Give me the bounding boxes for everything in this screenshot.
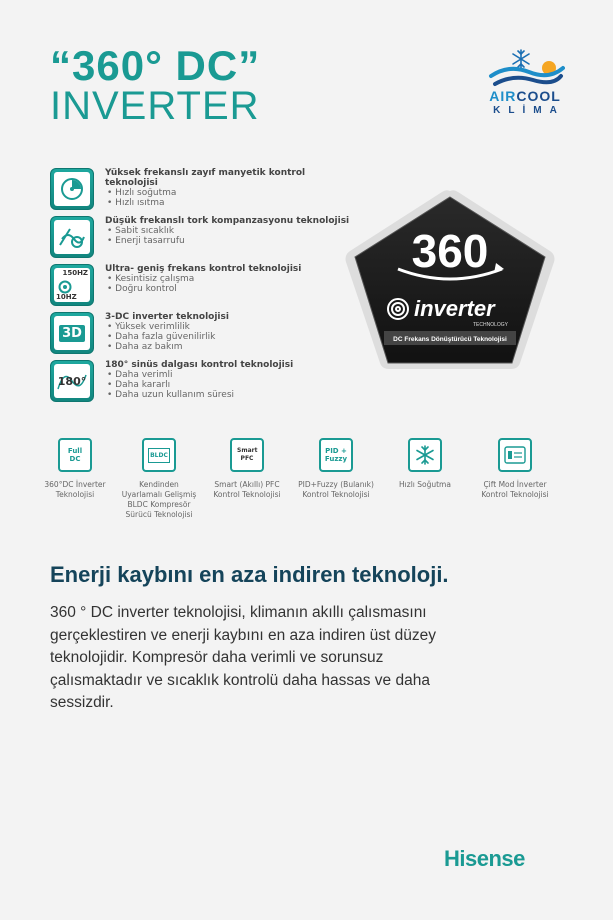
icon-3d-label: 3D (59, 325, 85, 342)
smart-pfc-icon (230, 438, 264, 472)
frequency-range-icon (50, 264, 94, 306)
feature-item (50, 264, 350, 312)
tech-label: Kendinden Uyarlamalı Gelişmiş BLDC Kompresör Sürücü Teknolojisi (121, 480, 197, 519)
tech-label: Hızlı Soğutma (399, 480, 451, 489)
inverter-badge (340, 185, 560, 375)
logo-klima-text: KLİMA (493, 105, 565, 116)
title-line-2: INVERTER (50, 84, 260, 128)
tech-item (475, 438, 555, 500)
feature-bullet: • Doğru kontrol (107, 284, 177, 294)
logo-air-text: AIR (489, 88, 517, 104)
tech-item (35, 438, 115, 500)
icon-top-label: 150HZ (62, 269, 88, 277)
tech-label: Çift Mod İnverter Kontrol Teknolojisi (481, 480, 549, 499)
3d-icon (50, 312, 94, 354)
feature-bullet: • Hızlı ısıtma (107, 198, 165, 208)
tech-label: 360°DC İnverter Teknolojisi (44, 480, 106, 499)
title-line-1: “360° DC” (50, 42, 261, 89)
speed-gauge-icon (50, 168, 94, 210)
badge-tagline: DC Frekans Dönüştürücü Teknolojisi (393, 336, 507, 343)
logo-wordmark (470, 88, 580, 104)
feature-bullet: • Sabit sıcaklık (107, 226, 175, 236)
feature-item (50, 360, 350, 408)
badge-sub: TECHNOLOGY (472, 322, 508, 328)
tech-item (207, 438, 287, 500)
tech-item (385, 438, 465, 490)
icon-text: PID + Fuzzy (324, 447, 348, 463)
feature-title: Düşük frekanslı tork kompanzasyonu teknolojisi (105, 216, 350, 226)
badge-number: 360 (411, 225, 489, 277)
icon-text: Smart PFC (237, 447, 258, 462)
headline: Enerji kaybını en aza indiren teknoloji. (50, 562, 449, 587)
feature-bullet: • Kesintisiz çalışma (107, 274, 195, 284)
description-paragraph: 360 ° DC inverter teknolojisi, klimanın akıllı çalısmasını gerçeklestiren ve enerji kaybını en aza indiren üst düzey teknolojidir. Kompresör daha verimli ve sorunsuz çalısmaktadır ve sıcaklık kontrolü daha hassas ve daha sessizdir. (50, 604, 436, 711)
full-dc-icon (58, 438, 92, 472)
tech-label: Smart (Akıllı) PFC Kontrol Teknolojisi (213, 480, 281, 499)
logo-emblem-icon (485, 46, 565, 90)
feature-title: Ultra- geniş frekans kontrol teknolojisi (105, 264, 302, 274)
feature-bullet: • Daha az bakım (107, 342, 183, 352)
feature-bullet: • Yüksek verimlilik (107, 322, 190, 332)
aircool-logo (470, 46, 580, 130)
icon-bottom-label: 10HZ (56, 293, 77, 301)
icon-text: BLDC (148, 448, 170, 463)
tech-icons-row (35, 438, 575, 528)
feature-title: 180° sinüs dalgası kontrol teknolojisi (105, 360, 294, 370)
feature-bullet: • Daha fazla güvenilirlik (107, 332, 216, 342)
badge-brand: inverter (414, 296, 495, 321)
tech-item (119, 438, 199, 520)
feature-bullet: • Daha verimli (107, 370, 173, 380)
dual-mode-icon (498, 438, 532, 472)
tech-label: PID+Fuzzy (Bulanık) Kontrol Teknolojisi (298, 480, 374, 499)
feature-bullet: • Enerji tasarrufu (107, 236, 185, 246)
logo-cool-text: COOL (516, 88, 561, 104)
feature-item (50, 312, 350, 360)
feature-title: 3-DC inverter teknolojisi (105, 312, 229, 322)
feature-bullet: • Daha uzun kullanım süresi (107, 390, 235, 400)
torque-wave-icon (50, 216, 94, 258)
icon-text: Full DC (67, 447, 83, 463)
bldc-chip-icon (142, 438, 176, 472)
feature-bullet: • Daha kararlı (107, 380, 171, 390)
feature-bullet: • Hızlı soğutma (107, 188, 177, 198)
feature-title: Yüksek frekanslı zayıf manyetik kontrol teknolojisi (105, 168, 306, 188)
feature-list (50, 168, 350, 408)
icon-180-label: 180° (57, 374, 87, 388)
hisense-logo: Hisense (444, 846, 525, 871)
snowflake-icon (408, 438, 442, 472)
pid-fuzzy-icon (319, 438, 353, 472)
feature-item (50, 168, 350, 216)
feature-item (50, 216, 350, 264)
sine-wave-180-icon (50, 360, 94, 402)
tech-item (296, 438, 376, 500)
